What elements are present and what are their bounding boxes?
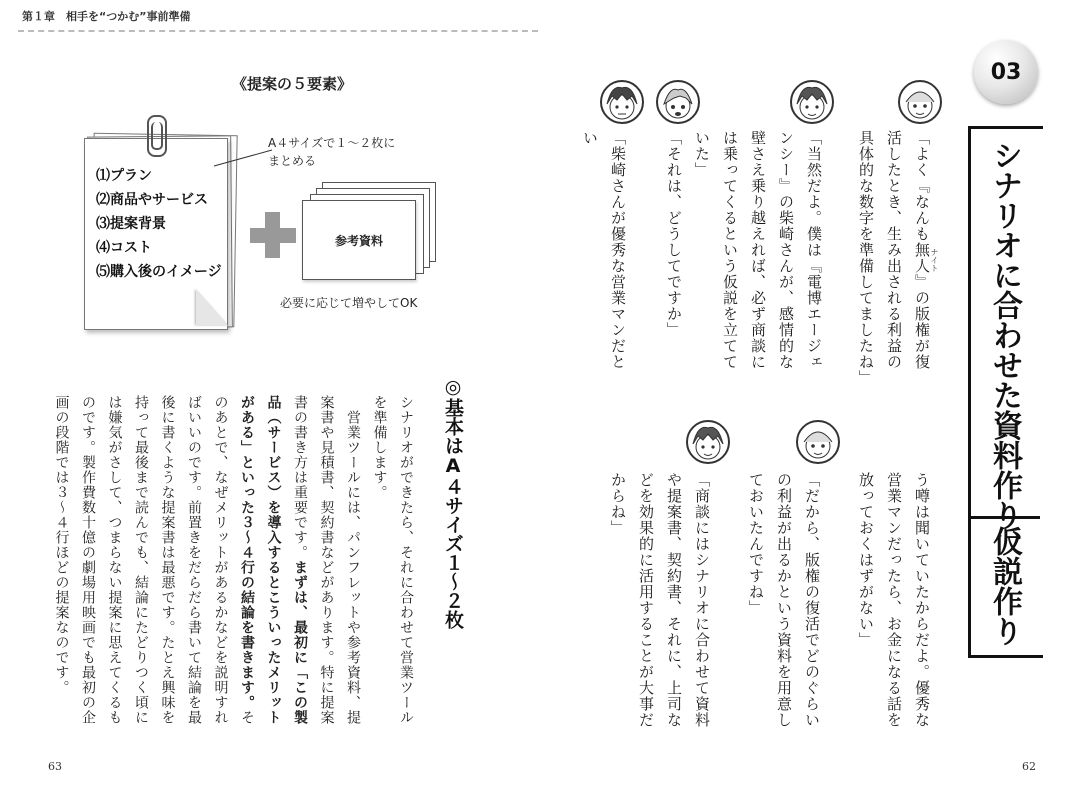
callout-note: [268, 134, 395, 170]
body-paragraph: シナリオができたら、それに合わせて営業ツールを準備します。: [371, 395, 414, 725]
character-face-icon: [658, 82, 698, 122]
paper-curl: [196, 290, 228, 326]
title-divider: [968, 516, 1040, 519]
character-face-icon: [900, 82, 940, 122]
proposal-element: ⑶提案背景: [96, 216, 166, 232]
character-avatar-c: [656, 80, 700, 124]
section-heading: ◎基本はA４サイズ１～２枚: [442, 376, 464, 629]
section-number-badge: 03: [974, 40, 1038, 104]
character-avatar-e: [796, 420, 840, 464]
body-text: [48, 395, 419, 725]
reference-materials-label: 参考資料: [334, 234, 383, 248]
page-number-right: 62: [1022, 760, 1036, 773]
callout-line-2: まとめる: [268, 154, 317, 168]
body-emphasis: まずは、最初に「この製品（サービス）を導入するとこういったメリットがある」といった３～４行の結論を書きます。: [239, 395, 308, 725]
body-paragraph: 営業ツールには、パンフレットや参考資料、提案書や見積書、契約書などがあります。特に提案書の書き方は重要です。: [292, 395, 361, 725]
dialogue-line-4-cont: う噂は聞いていたからだよ。優秀な営業マンだったら、お金になる話を放っておくはずがない」: [857, 472, 931, 728]
dialogue-line-3: 「それは、どうしてですか」: [665, 130, 683, 338]
character-avatar-f: [686, 420, 730, 464]
figure-title: 《提案の５要素》: [232, 75, 353, 93]
page-subtitle: 仮説作り: [987, 526, 1022, 646]
character-face-icon: [798, 422, 838, 462]
dialogue-line-2: 「当然だよ。僕は『電博エージェンシー』の柴崎さんが、感情的な壁さえ乗り越えれば、必ず商談には乗ってくるという仮説を立てていた」: [693, 130, 823, 370]
page-number-left: 63: [48, 760, 62, 773]
body-paragraph: そのあとで、なぜメリットがあるかなどを説明すればいいのです。前置きをだらだら書いて結論を最後に書くような提案書は最悪です。たとえ興味を持って最後まで読んでも、結論にたどりつく頃には嫌気がさして、つまらない提案に思えてくるものです。製作費数十億の劇場用映画でも最初の企画の段階では３～４行ほどの提案なのです。: [53, 395, 255, 725]
character-face-icon: [792, 82, 832, 122]
character-face-icon: [688, 422, 728, 462]
page-title: シナリオに合わせた資料作り、: [987, 140, 1022, 560]
callout-line-1: A４サイズで１～２枚に: [268, 136, 396, 150]
plus-icon-bar: [250, 228, 296, 243]
dialogue-line-1: 「よく『なんも無人』の版権が復活したとき、生み出される利益の具体的な数字を準備してましたね」: [857, 130, 931, 386]
proposal-element: ⑴プラン: [96, 168, 152, 184]
proposal-element: ⑸購入後のイメージ: [96, 264, 222, 280]
reference-materials-note: 必要に応じて増やしてOK: [280, 296, 418, 310]
character-face-icon: [602, 82, 642, 122]
proposal-element: ⑷コスト: [96, 240, 152, 256]
dialogue-line-6: 「商談にはシナリオに合わせて資料や提案書、契約書、それに、上司などを効果的に活用することが大事だからね」: [609, 472, 711, 728]
character-avatar-a: [898, 80, 942, 124]
character-avatar-b: [790, 80, 834, 124]
dialogue-line-5: 「だから、版権の復活でどのぐらいの利益が出るかという資料を用意しておいたんですね」: [747, 472, 821, 728]
character-avatar-d: [600, 80, 644, 124]
header-divider: [18, 30, 538, 32]
proposal-element: ⑵商品やサービス: [96, 192, 208, 208]
dialogue-line-4-start: 「柴崎さんが優秀な営業マンだとい: [581, 130, 627, 370]
proposal-elements-list: [96, 164, 222, 284]
chapter-header: 第１章 相手を“つかむ”事前準備: [22, 10, 191, 23]
paperclip-inner: [151, 122, 163, 150]
ruby-annotation: ナイト: [930, 248, 939, 272]
